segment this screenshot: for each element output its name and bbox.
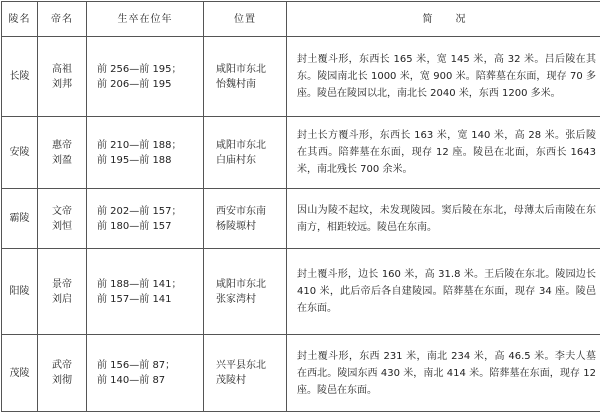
- table-row: [2, 249, 600, 335]
- emperor-personal-name: 刘启: [38, 292, 86, 307]
- header-row: [2, 2, 600, 37]
- location-line-2: 白庙村东: [216, 153, 286, 168]
- header-location: 位置: [204, 2, 287, 37]
- location-line-2: 张家湾村: [216, 292, 286, 307]
- location-line-1: 咸阳市东北: [216, 138, 286, 153]
- emperor-title: 惠帝: [38, 138, 86, 153]
- emperor-cell: [38, 117, 87, 189]
- location-line-2: 杨陵塬村: [216, 219, 286, 234]
- mausoleum-table-container: [1, 1, 599, 411]
- life-span: 前 188—前 141；: [97, 277, 203, 292]
- reign-span: 前 157—前 141: [97, 292, 203, 307]
- mausoleum-name: 安陵: [2, 117, 38, 189]
- life-span: 前 210—前 188；: [97, 138, 203, 153]
- location-line-1: 兴平县东北: [216, 358, 286, 373]
- description: 封土覆斗形，东西长 165 米，宽 145 米，高 32 米。吕后陵在其东。陵园南北长 1000 米，宽 900 米。陪葬墓在东面，现存 70 多座。陵邑在陵园以北，南北长 2040 米，东西 1200 多米。: [287, 37, 600, 117]
- emperor-title: 高祖: [38, 62, 86, 77]
- location-cell: [204, 249, 287, 335]
- mausoleum-name: 长陵: [2, 37, 38, 117]
- years-cell: [87, 189, 204, 249]
- mausoleum-name: 阳陵: [2, 249, 38, 335]
- reign-span: 前 180—前 157: [97, 219, 203, 234]
- header-description: 简 况: [287, 2, 600, 37]
- table-row: [2, 117, 600, 189]
- life-span: 前 202—前 157；: [97, 204, 203, 219]
- emperor-personal-name: 刘邦: [38, 77, 86, 92]
- emperor-cell: [38, 189, 87, 249]
- location-line-2: 茂陵村: [216, 373, 286, 388]
- location-cell: [204, 117, 287, 189]
- description: 封土长方覆斗形，东西长 163 米，宽 140 米，高 28 米。张后陵在其西。陪葬墓在东面，现存 12 座。陵邑在北面，东西长 1643 米，南北残长 700 余米。: [287, 117, 600, 189]
- years-cell: [87, 249, 204, 335]
- years-cell: [87, 37, 204, 117]
- description: 封土覆斗形，边长 160 米，高 31.8 米。王后陵在东北。陵园边长 410 米，此后帝后各自建陵园。陪葬墓在东面，现存 34 座。陵邑在东面。: [287, 249, 600, 335]
- location-line-2: 怡魏村南: [216, 77, 286, 92]
- emperor-cell: [38, 335, 87, 412]
- location-cell: [204, 37, 287, 117]
- header-emperor-name: 帝名: [38, 2, 87, 37]
- emperor-title: 文帝: [38, 204, 86, 219]
- description: 封土覆斗形，东西 231 米，南北 234 米，高 46.5 米。李夫人墓在西北。陵园东西 430 米，南北 414 米。陪葬墓在东面，现存 12 座。陵邑在东面。: [287, 335, 600, 412]
- emperor-cell: [38, 249, 87, 335]
- emperor-personal-name: 刘彻: [38, 373, 86, 388]
- description: 因山为陵不起坟，未发现陵园。窦后陵在东北，母薄太后南陵在东南方，相距较远。陵邑在东南。: [287, 189, 600, 249]
- emperor-title: 武帝: [38, 358, 86, 373]
- years-cell: [87, 335, 204, 412]
- location-cell: [204, 335, 287, 412]
- emperor-title: 景帝: [38, 277, 86, 292]
- table-row: [2, 335, 600, 412]
- reign-span: 前 140—前 87: [97, 373, 203, 388]
- location-line-1: 西安市东南: [216, 204, 286, 219]
- header-years: 生卒在位年: [87, 2, 204, 37]
- table-row: [2, 37, 600, 117]
- life-span: 前 256—前 195；: [97, 62, 203, 77]
- mausoleum-name: 茂陵: [2, 335, 38, 412]
- location-cell: [204, 189, 287, 249]
- emperor-personal-name: 刘盈: [38, 153, 86, 168]
- han-mausoleum-table: [1, 1, 600, 412]
- reign-span: 前 206—前 195: [97, 77, 203, 92]
- mausoleum-name: 霸陵: [2, 189, 38, 249]
- location-line-1: 咸阳市东北: [216, 62, 286, 77]
- header-mausoleum-name: 陵名: [2, 2, 38, 37]
- life-span: 前 156—前 87；: [97, 358, 203, 373]
- emperor-personal-name: 刘恒: [38, 219, 86, 234]
- table-row: [2, 189, 600, 249]
- years-cell: [87, 117, 204, 189]
- reign-span: 前 195—前 188: [97, 153, 203, 168]
- emperor-cell: [38, 37, 87, 117]
- location-line-1: 咸阳市东北: [216, 277, 286, 292]
